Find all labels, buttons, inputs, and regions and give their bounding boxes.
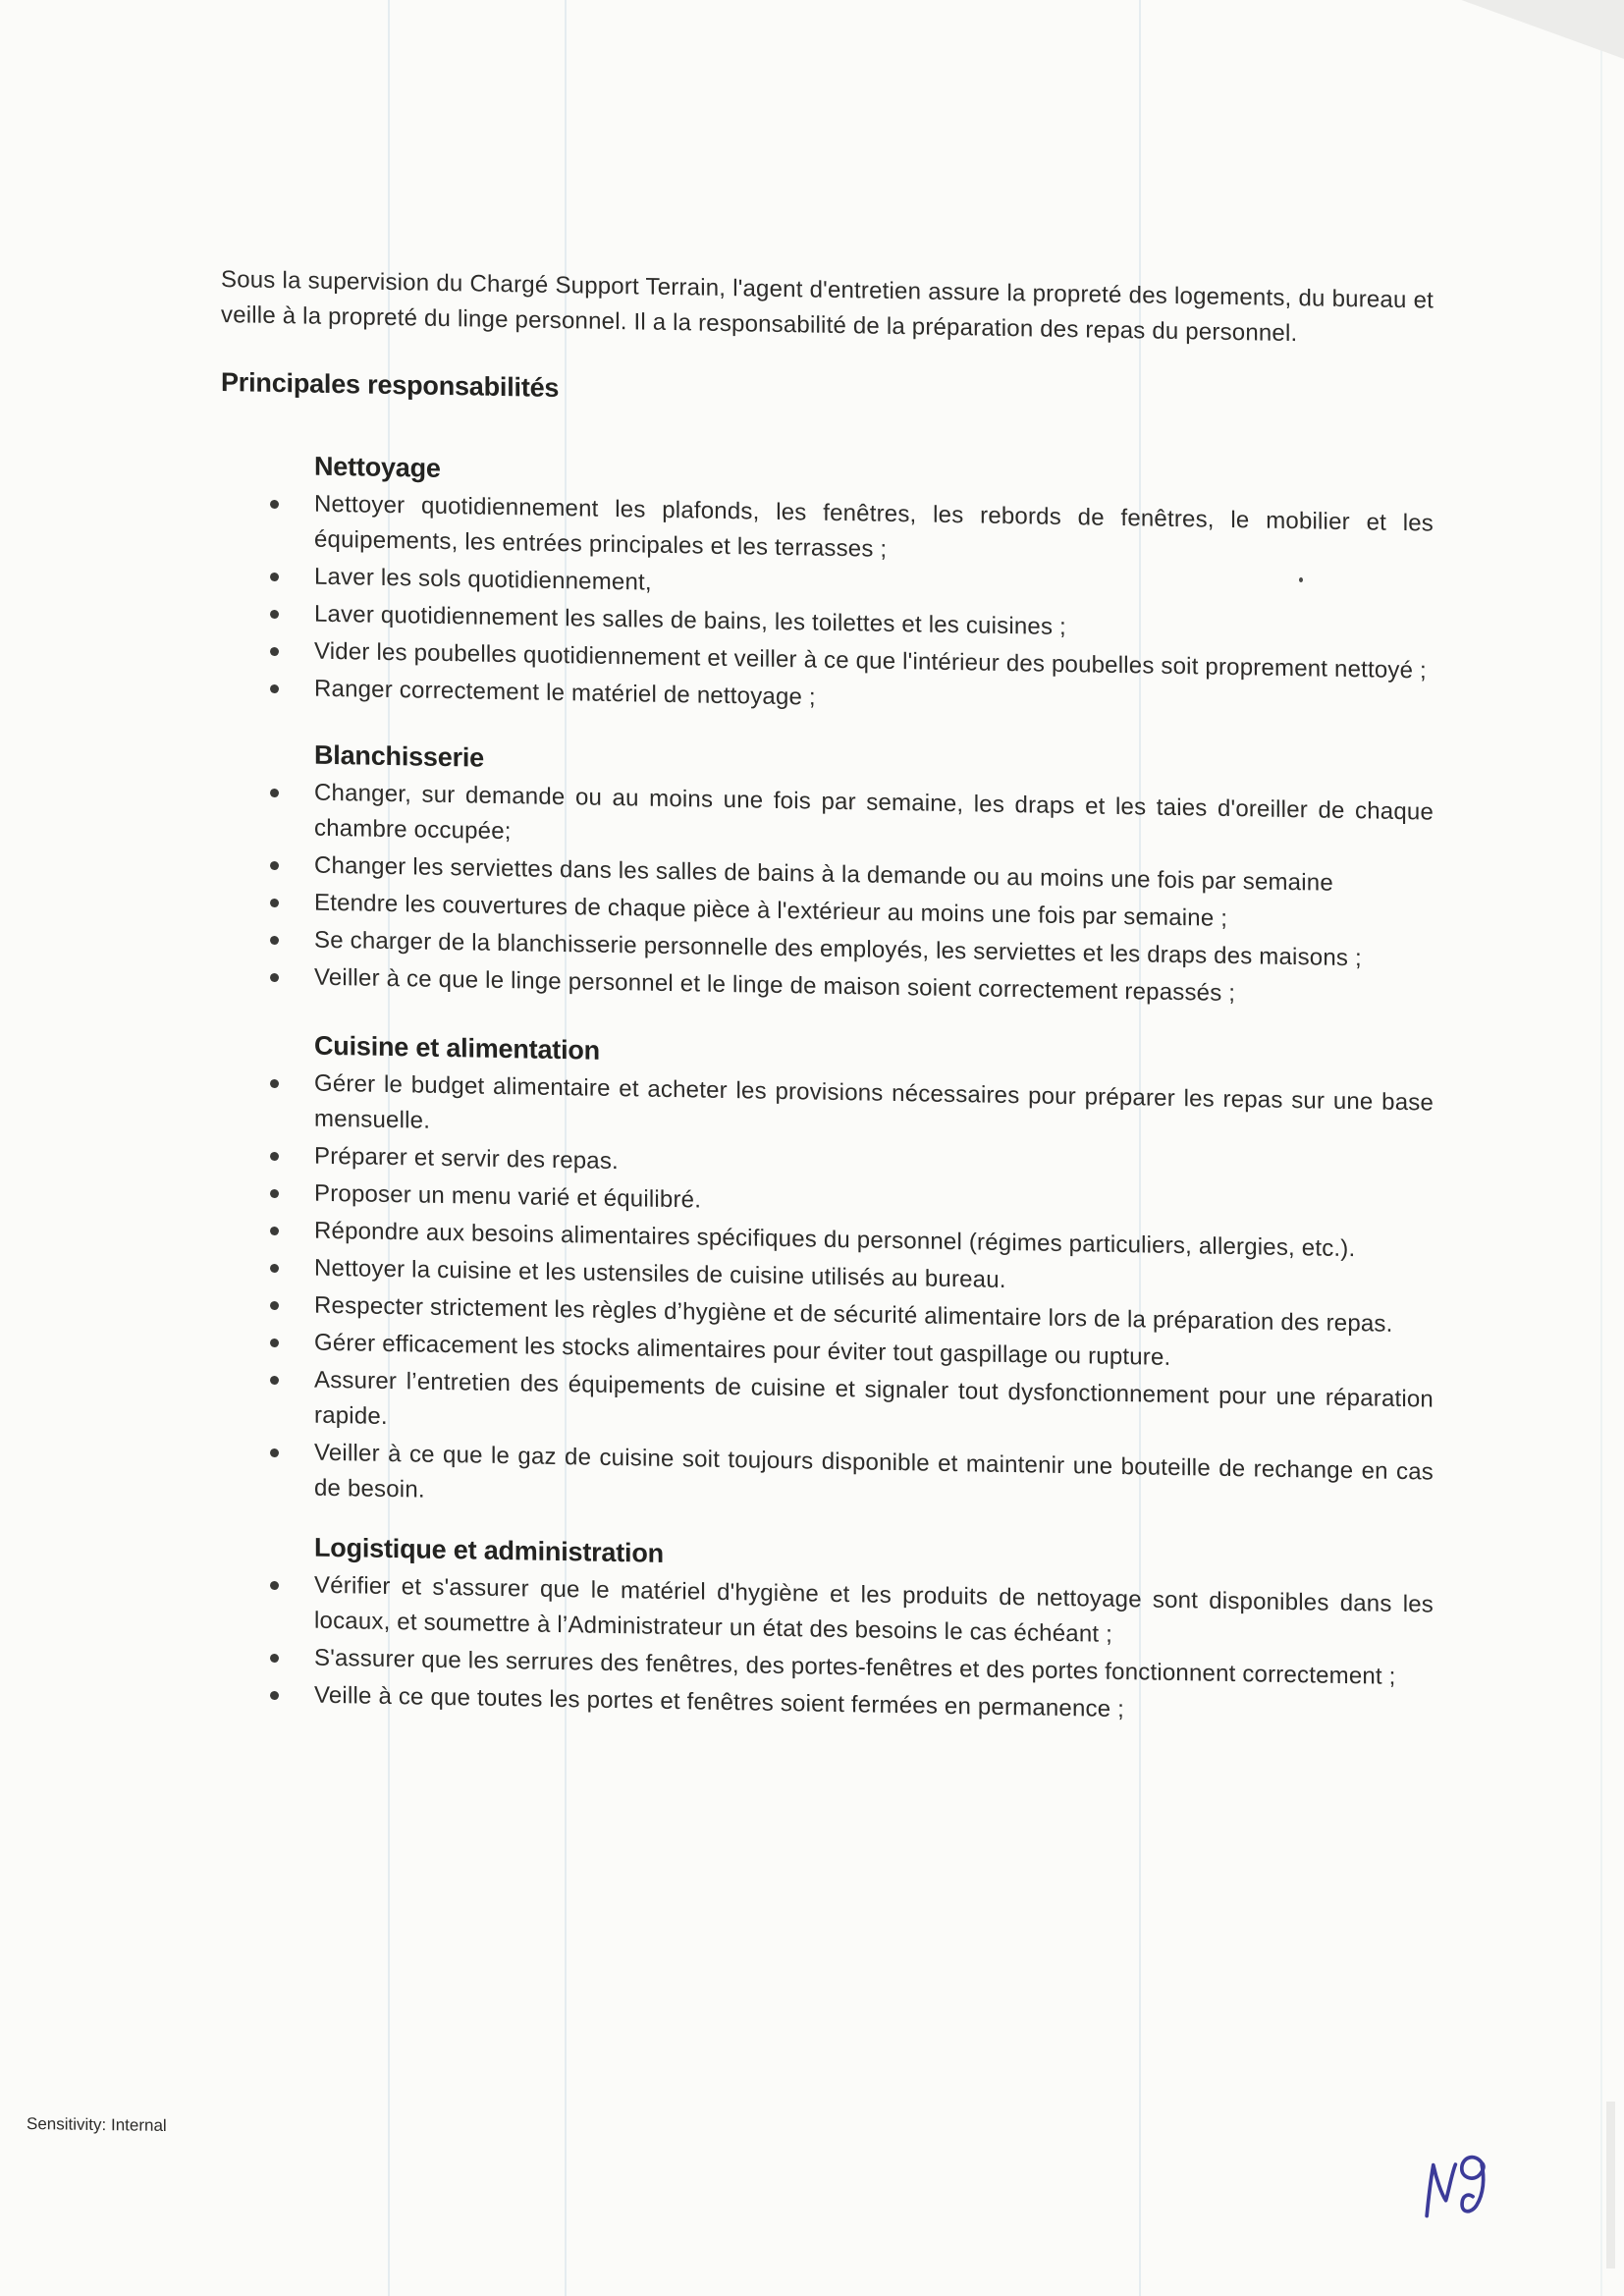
bullet-dot-icon [270,1654,279,1663]
section-cuisine [314,1030,1434,1526]
list-item: Ranger correctement le matériel de nettoyage ; [314,672,1434,727]
bullet-dot-icon [270,899,279,907]
list-item: Etendre les couvertures de chaque pièce à l'extérieur au moins une fois par semaine ; [314,886,1434,941]
list-item: Changer les serviettes dans les salles de bains à la demande ou au moins une fois par semaine [314,848,1434,903]
list-item: Veiller à ce que le gaz de cuisine soit toujours disponible et maintenir une bouteille de rechange en cas de besoin. [314,1436,1434,1526]
scanner-streak [1600,0,1602,2296]
bullet-dot-icon [270,610,279,619]
sensitivity-label: Sensitivity: Internal [27,2114,167,2135]
main-heading: Principales responsabilités [221,367,560,404]
bullet-dot-icon [270,1189,279,1198]
list-item: Assurer l’entretien des équipements de cuisine et signaler tout dysfonctionnement pour une réparation rapide. [314,1363,1434,1453]
duties-list [314,1568,1434,1733]
list-item: Répondre aux besoins alimentaires spécifiques du personnel (régimes particuliers, allergies, etc.). [314,1214,1434,1269]
duties-list [314,1066,1434,1526]
list-item: Vider les poubelles quotidiennement et veiller à ce que l'intérieur des poubelles soit proprement nettoyé ; [314,634,1434,689]
section-heading-nettoyage: Nettoyage [314,451,441,483]
list-item: Veille à ce que toutes les portes et fenêtres soient fermées en permanence ; [314,1678,1434,1733]
document-body [221,262,1434,1735]
bullet-dot-icon [270,647,279,656]
bullet-dot-icon [270,1264,279,1273]
bullet-dot-icon [270,1449,279,1457]
list-item: Gérer le budget alimentaire et acheter les provisions nécessaires pour préparer les repas sur une base mensuelle. [314,1066,1434,1157]
list-item: Se charger de la blanchisserie personnelle des employés, les serviettes et les draps des maisons ; [314,923,1434,978]
bullet-dot-icon [270,936,279,945]
list-item: Laver les sols quotidiennement, [314,560,1434,615]
list-item: Proposer un menu varié et équilibré. [314,1176,1434,1231]
section-heading-blanchisserie: Blanchisserie [314,739,484,773]
section-blanchisserie [314,739,1434,1015]
list-item: S'assurer que les serrures des fenêtres, des portes-fenêtres et des portes fonctionnent correctement ; [314,1641,1434,1696]
bullet-dot-icon [270,1339,279,1347]
list-item: Nettoyer quotidiennement les plafonds, les fenêtres, les rebords de fenêtres, le mobilier et les équipements, les entrées principales et les terrasses ; [314,487,1434,577]
bullet-dot-icon [270,861,279,870]
bullet-dot-icon [270,1079,279,1088]
list-item: Respecter strictement les règles d’hygiène et de sécurité alimentaire lors de la préparation des repas. [314,1288,1434,1343]
section-logistique [314,1532,1434,1733]
bullet-dot-icon [270,1581,279,1590]
list-item: Changer, sur demande ou au moins une fois par semaine, les draps et les taies d'oreiller de chaque chambre occupée; [314,776,1434,866]
bullet-dot-icon [270,1376,279,1385]
bullet-dot-icon [270,789,279,797]
duties-list [314,487,1434,727]
section-heading-cuisine: Cuisine et alimentation [314,1030,600,1066]
bullet-dot-icon [270,1301,279,1310]
scan-corner-artifact [1398,0,1624,59]
list-item: Vérifier et s'assurer que le matériel d'hygiène et les produits de nettoyage sont disponibles dans les locaux, et soumettre à l’Administrateur un état des besoins le cas échéant ; [314,1568,1434,1659]
list-item: Laver quotidiennement les salles de bains, les toilettes et les cuisines ; [314,597,1434,652]
paper-edge-shadow [1606,2102,1615,2269]
intro-paragraph: Sous la supervision du Chargé Support Terrain, l'agent d'entretien assure la propreté des logements, du bureau et veille à la propreté du linge personnel. Il a la responsabilité de la préparation des repas du personnel. [221,266,1434,348]
bullet-dot-icon [270,1691,279,1700]
section-heading-logistique: Logistique et administration [314,1532,664,1568]
bullet-dot-icon [270,573,279,581]
section-nettoyage [314,451,1434,727]
duties-list [314,776,1434,1015]
bullet-dot-icon [270,1227,279,1235]
list-item: Préparer et servir des repas. [314,1139,1434,1194]
list-item: Nettoyer la cuisine et les ustensiles de cuisine utilisés au bureau. [314,1251,1434,1306]
list-item: Gérer efficacement les stocks alimentaires pour éviter tout gaspillage ou rupture. [314,1326,1434,1381]
bullet-dot-icon [270,1152,279,1161]
signature-initials [1415,2148,1518,2235]
list-item: Veiller à ce que le linge personnel et le linge de maison soient correctement repassés ; [314,960,1434,1015]
bullet-dot-icon [270,500,279,509]
bullet-dot-icon [270,973,279,982]
bullet-dot-icon [270,684,279,693]
